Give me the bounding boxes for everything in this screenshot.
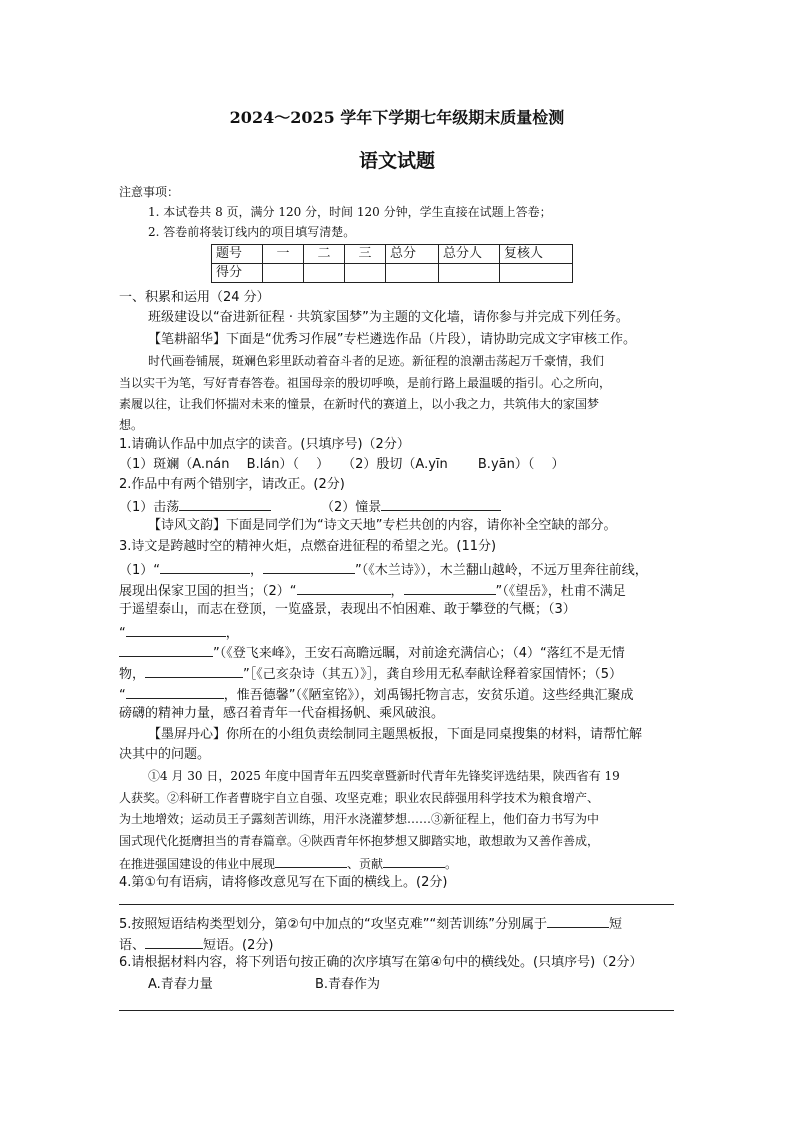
question-3-line bbox=[119, 706, 444, 722]
text-run: ”［《己亥杂诗（其五）》］，龚自珍用无私奉献诠释着家国情怀；（5） bbox=[243, 667, 623, 682]
question-3-line bbox=[119, 664, 622, 683]
score-input-cell[interactable] bbox=[263, 264, 304, 283]
question-5 bbox=[119, 914, 622, 933]
note-item-2: 2. 答卷前将装订线内的项目填写清楚。 bbox=[148, 225, 356, 239]
text-run: 展现出保家卫国的担当；（2）“ bbox=[119, 584, 297, 599]
score-table-header-row bbox=[212, 245, 573, 264]
passage-line: 时代画卷铺展，斑斓色彩里跃动着奋斗者的足迹。新征程的浪潮击荡起万千豪情，我们 bbox=[148, 354, 605, 368]
score-input-cell[interactable] bbox=[304, 264, 345, 283]
passage-line: 想。 bbox=[119, 418, 144, 432]
score-header-cell: 三 bbox=[345, 245, 386, 264]
text-run: 5.按照短语结构类型划分，第②句中加点的“攻坚克难”“刻苦训练”分别属于 bbox=[119, 917, 547, 932]
text-run: 。 bbox=[445, 857, 458, 871]
material-line: 为土地增效；运动员王子露刻苦训练，用汗水浇灌梦想……③新征程上，他们奋力书写为中 bbox=[119, 812, 600, 826]
text-run: 磅礴的精神力量，感召着青年一代奋楫扬帆、乘风破浪。 bbox=[119, 706, 445, 721]
page-title: 2024～2025 学年下学期七年级期末质量检测 bbox=[229, 108, 565, 127]
answer-blank[interactable] bbox=[145, 664, 243, 678]
section-intro: 班级建设以“奋进新征程 · 共筑家国梦”为主题的文化墙，请你参与并完成下列任务。 bbox=[148, 310, 629, 325]
answer-blank[interactable] bbox=[383, 854, 445, 868]
answer-blank[interactable] bbox=[119, 643, 213, 657]
text-run: ， bbox=[250, 563, 264, 578]
question-2-a-label: （1）击荡 bbox=[119, 500, 180, 515]
answer-blank[interactable] bbox=[263, 560, 355, 574]
material-line: 人获奖。②科研工作者曹晓宇自立自强、攻坚克难；职业农民薛强用科学技术为粮食增产、 bbox=[119, 791, 600, 805]
text-run: 短语。(2分) bbox=[203, 938, 274, 953]
answer-line[interactable] bbox=[119, 904, 674, 905]
question-3-line bbox=[119, 643, 625, 662]
task-heading-mobing-cont: 决其中的问题。 bbox=[119, 747, 211, 762]
score-table-score-row bbox=[212, 264, 573, 283]
task-heading-mobing: 【墨屏丹心】你所在的小组负责绘制同主题黑板报，下面是同桌搜集的材料，请帮忙解 bbox=[148, 727, 643, 742]
score-input-cell[interactable] bbox=[500, 264, 573, 283]
answer-blank[interactable] bbox=[297, 581, 391, 595]
question-2-b-label: （2）憧景 bbox=[321, 500, 382, 515]
question-1-options: （1）斑斓（A.nán B.lán）（ ） （2）殷切（A.yīn B.yān）（ ） bbox=[119, 457, 565, 472]
text-run: ”（《木兰诗》），木兰翻山越岭，不远万里奔往前线， bbox=[355, 563, 648, 578]
notes-heading: 注意事项： bbox=[119, 185, 180, 199]
question-6: 6.请根据材料内容，将下列语句按正确的次序填写在第④句中的横线处。(只填序号)（2分） bbox=[119, 955, 643, 970]
question-3-line bbox=[119, 560, 648, 579]
section-heading: 一、积累和运用（24 分） bbox=[119, 290, 270, 305]
question-6-option-b: B.青春作为 bbox=[315, 977, 381, 992]
note-item-1: 1. 本试卷共 8 页，满分 120 分，时间 120 分钟，学生直接在试题上答卷； bbox=[148, 205, 552, 219]
material-line: 国式现代化挺膺担当的青春篇章。④陕西青年怀抱梦想又脚踏实地，敢想敢为又善作善成， bbox=[119, 834, 600, 848]
question-2: 2.作品中有两个错别字，请改正。(2分) bbox=[119, 477, 345, 492]
text-run: 在推进强国建设的伟业中展现 bbox=[119, 857, 276, 871]
question-1: 1.请确认作品中加点字的读音。(只填序号)（2分） bbox=[119, 437, 410, 452]
score-header-cell: 题号 bbox=[212, 245, 263, 264]
answer-blank[interactable] bbox=[547, 914, 609, 928]
score-input-cell[interactable] bbox=[345, 264, 386, 283]
score-table bbox=[211, 244, 573, 283]
score-row-label: 得分 bbox=[212, 264, 263, 283]
score-header-cell: 一 bbox=[263, 245, 304, 264]
question-3: 3.诗文是跨越时空的精神火炬，点燃奋进征程的希望之光。(11分) bbox=[119, 539, 497, 554]
passage-line: 当以实干为笔，写好青春答卷。祖国母亲的殷切呼唤，是前行路上最温暖的指引。心之所向， bbox=[119, 376, 612, 390]
text-run: ， bbox=[390, 584, 404, 599]
answer-blank[interactable] bbox=[145, 935, 203, 949]
answer-line[interactable] bbox=[119, 1010, 674, 1011]
score-header-cell: 二 bbox=[304, 245, 345, 264]
answer-blank[interactable] bbox=[275, 854, 347, 868]
text-run: 短 bbox=[609, 917, 623, 932]
question-4: 4.第①句有语病，请将修改意见写在下面的横线上。(2分) bbox=[119, 875, 448, 890]
text-run: “ bbox=[119, 688, 126, 703]
material-line bbox=[119, 854, 457, 872]
answer-blank[interactable] bbox=[126, 623, 226, 637]
score-header-cell: 总分 bbox=[386, 245, 439, 264]
question-5-cont bbox=[119, 935, 273, 954]
question-3-line bbox=[119, 685, 634, 704]
passage-line: 素履以往，让我们怀揣对未来的憧景，在新时代的赛道上，以小我之力，共筑伟大的家国梦 bbox=[119, 397, 600, 411]
answer-blank[interactable] bbox=[381, 497, 501, 511]
material-line: ①4 月 30 日，2025 年度中国青年五四奖章暨新时代青年先锋奖评选结果，陕西省有 19 bbox=[148, 769, 620, 783]
question-2-a bbox=[119, 497, 271, 516]
text-run: 语、 bbox=[119, 938, 146, 953]
task-heading-shifeng: 【诗风文韵】下面是同学们为“诗文天地”专栏共创的内容，请你补全空缺的部分。 bbox=[148, 518, 617, 533]
text-run: “ bbox=[119, 626, 126, 641]
text-run: （1）“ bbox=[119, 563, 161, 578]
question-3-line bbox=[119, 602, 576, 618]
score-input-cell[interactable] bbox=[386, 264, 439, 283]
text-run: 于遥望泰山，而志在登顶，一览盛景，表现出不怕困难、敢于攀登的气概；（3） bbox=[119, 602, 576, 617]
question-6-option-a: A.青春力量 bbox=[148, 977, 213, 992]
question-3-line bbox=[119, 623, 239, 642]
answer-blank[interactable] bbox=[404, 581, 496, 595]
question-2-b bbox=[321, 497, 501, 516]
score-header-cell: 总分人 bbox=[439, 245, 500, 264]
question-3-line bbox=[119, 581, 626, 600]
answer-blank[interactable] bbox=[126, 685, 224, 699]
text-run: ”（《登飞来峰》，王安石高瞻远瞩，对前途充满信心；（4）“落红不是无情 bbox=[213, 646, 625, 661]
answer-blank[interactable] bbox=[160, 560, 250, 574]
score-header-cell: 复核人 bbox=[500, 245, 573, 264]
text-run: ”（《望岳》，杜甫不满足 bbox=[495, 584, 626, 599]
text-run: 物， bbox=[119, 667, 146, 682]
text-run: 、贡献 bbox=[347, 857, 384, 871]
task-heading-bigeng: 【笔耕韶华】下面是“优秀习作展”专栏遴选作品（片段），请协助完成文字审核工作。 bbox=[148, 332, 636, 347]
text-run: ，惟吾德馨”（《陋室铭》），刘禹锡托物言志，安贫乐道。这些经典汇聚成 bbox=[223, 688, 634, 703]
text-run: ， bbox=[225, 626, 239, 641]
answer-blank[interactable] bbox=[179, 497, 271, 511]
score-input-cell[interactable] bbox=[439, 264, 500, 283]
page-subtitle: 语文试题 bbox=[358, 150, 435, 172]
